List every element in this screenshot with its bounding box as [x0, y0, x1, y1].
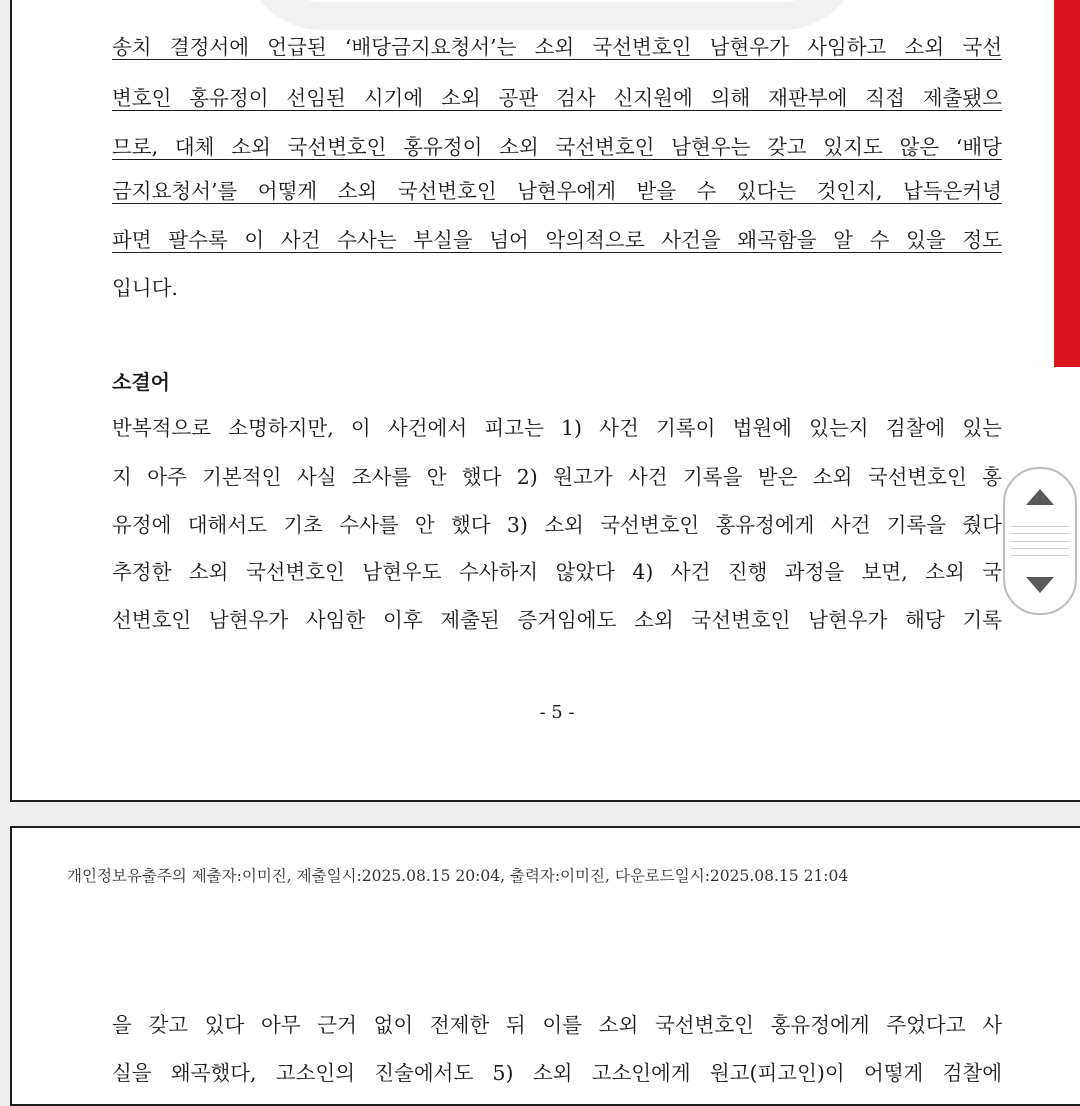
- body-line-2: 지 아주 기본적인 사실 조사를 안 했다 2) 원고가 사건 기록을 받은 소외 국선변호인 홍: [112, 465, 1002, 489]
- underlined-line-1: 송치 결정서에 언급된 ‘배당금지요청서’는 소외 국선변호인 남현우가 사임하고 소외 국선: [112, 35, 1002, 59]
- document-page-5: [10, 0, 1080, 802]
- body-line-3: 유정에 대해서도 기초 수사를 안 했다 3) 소외 국선변호인 홍유정에게 사건 기록을 줬다: [112, 513, 1002, 537]
- chevron-down-icon[interactable]: [1026, 577, 1054, 593]
- page-number: - 5 -: [539, 702, 575, 723]
- bookmark-tab[interactable]: [1054, 0, 1080, 367]
- underlined-line-5: 파면 팔수록 이 사건 수사는 부실을 넘어 악의적으로 사건을 왜곡함을 알 수 있을 정도: [112, 228, 1002, 252]
- download-header: 개인정보유출주의 제출자:이미진, 제출일시:2025.08.15 20:04, 출력자:이미진, 다운로드일시:2025.08.15 21:04: [67, 867, 849, 885]
- watermark-logo: [242, 0, 862, 30]
- section-heading: 소결어: [112, 370, 170, 394]
- page-scroller[interactable]: [1003, 467, 1077, 615]
- body-line-4: 추정한 소외 국선변호인 남현우도 수사하지 않았다 4) 사건 진행 과정을 보면, 소외 국: [112, 560, 1002, 584]
- scroller-grip[interactable]: [1011, 526, 1069, 556]
- underlined-line-3: 므로, 대체 소외 국선변호인 홍유정이 소외 국선변호인 남현우는 갖고 있지도 않은 ‘배당: [112, 135, 1002, 159]
- body-line-6: 을 갖고 있다 아무 근거 없이 전제한 뒤 이를 소외 국선변호인 홍유정에게 주었다고 사: [112, 1013, 1002, 1037]
- document-page-6: [10, 826, 1080, 1106]
- body-line-7: 실을 왜곡했다, 고소인의 진술에서도 5) 소외 고소인에게 원고(피고인)이 어떻게 검찰에: [112, 1061, 1002, 1085]
- body-line-1: 반복적으로 소명하지만, 이 사건에서 피고는 1) 사건 기록이 법원에 있는지 검찰에 있는: [112, 416, 1002, 440]
- underlined-line-4: 금지요청서’를 어떻게 소외 국선변호인 남현우에게 받을 수 있다는 것인지, 납득은커녕: [112, 179, 1002, 203]
- body-line-5: 선변호인 남현우가 사임한 이후 제출된 증거임에도 소외 국선변호인 남현우가 해당 기록: [112, 608, 1002, 632]
- underlined-line-2: 변호인 홍유정이 선임된 시기에 소외 공판 검사 신지원에 의해 재판부에 직접 제출됐으: [112, 86, 1002, 110]
- chevron-up-icon[interactable]: [1026, 489, 1054, 505]
- trailing-line: 입니다.: [112, 276, 178, 300]
